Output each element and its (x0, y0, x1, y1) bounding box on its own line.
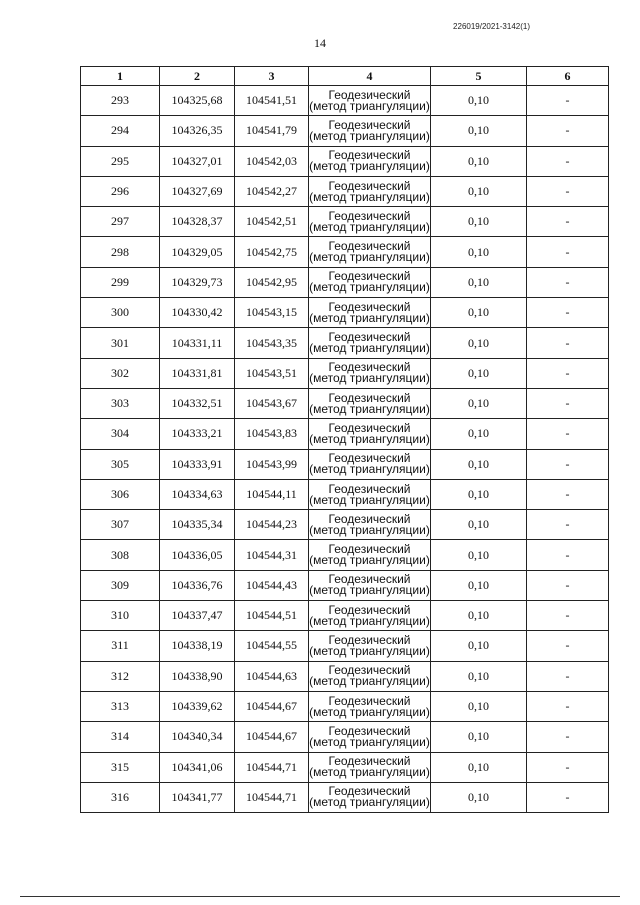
x-coordinate-cell: 104338,90 (160, 661, 235, 691)
point-number-cell: 315 (81, 752, 160, 782)
method-cell: Геодезический (метод триангуляции) (309, 661, 431, 691)
accuracy-cell: 0,10 (431, 116, 527, 146)
note-cell: - (527, 479, 609, 509)
note-cell: - (527, 449, 609, 479)
point-number-cell: 294 (81, 116, 160, 146)
point-number-cell: 312 (81, 661, 160, 691)
method-cell: Геодезический (метод триангуляции) (309, 479, 431, 509)
note-cell: - (527, 86, 609, 116)
table-row (81, 207, 609, 237)
accuracy-cell: 0,10 (431, 752, 527, 782)
point-number-cell: 301 (81, 328, 160, 358)
method-cell: Геодезический (метод триангуляции) (309, 267, 431, 297)
x-coordinate-cell: 104327,01 (160, 146, 235, 176)
y-coordinate-cell: 104543,51 (235, 358, 309, 388)
table-row (81, 116, 609, 146)
method-cell: Геодезический (метод триангуляции) (309, 176, 431, 206)
accuracy-cell: 0,10 (431, 176, 527, 206)
point-number-cell: 299 (81, 267, 160, 297)
method-cell: Геодезический (метод триангуляции) (309, 570, 431, 600)
point-number-cell: 295 (81, 146, 160, 176)
table-row (81, 267, 609, 297)
table-row (81, 510, 609, 540)
note-cell: - (527, 237, 609, 267)
method-cell: Геодезический (метод триангуляции) (309, 449, 431, 479)
coordinates-table (80, 66, 609, 813)
x-coordinate-cell: 104326,35 (160, 116, 235, 146)
method-cell: Геодезический (метод триангуляции) (309, 146, 431, 176)
y-coordinate-cell: 104543,67 (235, 388, 309, 418)
note-cell: - (527, 661, 609, 691)
method-cell: Геодезический (метод триангуляции) (309, 328, 431, 358)
x-coordinate-cell: 104332,51 (160, 388, 235, 418)
accuracy-cell: 0,10 (431, 510, 527, 540)
method-cell: Геодезический (метод триангуляции) (309, 510, 431, 540)
point-number-cell: 308 (81, 540, 160, 570)
accuracy-cell: 0,10 (431, 449, 527, 479)
x-coordinate-cell: 104333,91 (160, 449, 235, 479)
x-coordinate-cell: 104331,81 (160, 358, 235, 388)
note-cell: - (527, 540, 609, 570)
y-coordinate-cell: 104543,15 (235, 298, 309, 328)
y-coordinate-cell: 104544,31 (235, 540, 309, 570)
note-cell: - (527, 358, 609, 388)
accuracy-cell: 0,10 (431, 207, 527, 237)
x-coordinate-cell: 104325,68 (160, 86, 235, 116)
y-coordinate-cell: 104544,51 (235, 601, 309, 631)
x-coordinate-cell: 104337,47 (160, 601, 235, 631)
method-cell: Геодезический (метод триангуляции) (309, 358, 431, 388)
x-coordinate-cell: 104327,69 (160, 176, 235, 206)
accuracy-cell: 0,10 (431, 358, 527, 388)
accuracy-cell: 0,10 (431, 631, 527, 661)
point-number-cell: 297 (81, 207, 160, 237)
note-cell: - (527, 722, 609, 752)
y-coordinate-cell: 104544,55 (235, 631, 309, 661)
method-cell: Геодезический (метод триангуляции) (309, 207, 431, 237)
table-row (81, 661, 609, 691)
table-row (81, 691, 609, 721)
method-cell: Геодезический (метод триангуляции) (309, 298, 431, 328)
accuracy-cell: 0,10 (431, 691, 527, 721)
method-cell: Геодезический (метод триангуляции) (309, 782, 431, 812)
table-row (81, 449, 609, 479)
accuracy-cell: 0,10 (431, 479, 527, 509)
x-coordinate-cell: 104339,62 (160, 691, 235, 721)
note-cell: - (527, 782, 609, 812)
y-coordinate-cell: 104542,51 (235, 207, 309, 237)
note-cell: - (527, 388, 609, 418)
table-row (81, 782, 609, 812)
table-row (81, 146, 609, 176)
y-coordinate-cell: 104542,03 (235, 146, 309, 176)
note-cell: - (527, 752, 609, 782)
method-cell: Геодезический (метод триангуляции) (309, 540, 431, 570)
table-row (81, 298, 609, 328)
column-header: 5 (431, 67, 527, 86)
table-row (81, 601, 609, 631)
x-coordinate-cell: 104335,34 (160, 510, 235, 540)
accuracy-cell: 0,10 (431, 661, 527, 691)
method-cell: Геодезический (метод триангуляции) (309, 116, 431, 146)
table-header-row (81, 67, 609, 86)
note-cell: - (527, 419, 609, 449)
y-coordinate-cell: 104544,11 (235, 479, 309, 509)
bottom-rule (20, 896, 620, 897)
column-header: 3 (235, 67, 309, 86)
method-cell: Геодезический (метод триангуляции) (309, 86, 431, 116)
point-number-cell: 311 (81, 631, 160, 661)
accuracy-cell: 0,10 (431, 419, 527, 449)
y-coordinate-cell: 104541,79 (235, 116, 309, 146)
method-cell: Геодезический (метод триангуляции) (309, 237, 431, 267)
method-cell: Геодезический (метод триангуляции) (309, 752, 431, 782)
table-row (81, 176, 609, 206)
point-number-cell: 310 (81, 601, 160, 631)
y-coordinate-cell: 104544,67 (235, 691, 309, 721)
table-row (81, 570, 609, 600)
y-coordinate-cell: 104544,23 (235, 510, 309, 540)
table-row (81, 540, 609, 570)
document-id: 226019/2021-3142(1) (453, 22, 530, 31)
table-row (81, 631, 609, 661)
accuracy-cell: 0,10 (431, 146, 527, 176)
accuracy-cell: 0,10 (431, 388, 527, 418)
column-header: 1 (81, 67, 160, 86)
method-cell: Геодезический (метод триангуляции) (309, 388, 431, 418)
accuracy-cell: 0,10 (431, 237, 527, 267)
table-row (81, 479, 609, 509)
table-row (81, 752, 609, 782)
method-cell: Геодезический (метод триангуляции) (309, 691, 431, 721)
note-cell: - (527, 298, 609, 328)
method-cell: Геодезический (метод триангуляции) (309, 631, 431, 661)
accuracy-cell: 0,10 (431, 601, 527, 631)
y-coordinate-cell: 104544,43 (235, 570, 309, 600)
point-number-cell: 302 (81, 358, 160, 388)
x-coordinate-cell: 104331,11 (160, 328, 235, 358)
y-coordinate-cell: 104542,27 (235, 176, 309, 206)
x-coordinate-cell: 104341,77 (160, 782, 235, 812)
note-cell: - (527, 146, 609, 176)
point-number-cell: 296 (81, 176, 160, 206)
table-row (81, 388, 609, 418)
point-number-cell: 306 (81, 479, 160, 509)
table-row (81, 237, 609, 267)
point-number-cell: 305 (81, 449, 160, 479)
note-cell: - (527, 116, 609, 146)
accuracy-cell: 0,10 (431, 782, 527, 812)
point-number-cell: 309 (81, 570, 160, 600)
note-cell: - (527, 510, 609, 540)
y-coordinate-cell: 104541,51 (235, 86, 309, 116)
column-header: 6 (527, 67, 609, 86)
y-coordinate-cell: 104544,71 (235, 782, 309, 812)
y-coordinate-cell: 104544,67 (235, 722, 309, 752)
note-cell: - (527, 176, 609, 206)
y-coordinate-cell: 104544,63 (235, 661, 309, 691)
y-coordinate-cell: 104544,71 (235, 752, 309, 782)
note-cell: - (527, 631, 609, 661)
point-number-cell: 314 (81, 722, 160, 752)
x-coordinate-cell: 104334,63 (160, 479, 235, 509)
point-number-cell: 313 (81, 691, 160, 721)
table-row (81, 328, 609, 358)
x-coordinate-cell: 104338,19 (160, 631, 235, 661)
method-cell: Геодезический (метод триангуляции) (309, 419, 431, 449)
x-coordinate-cell: 104330,42 (160, 298, 235, 328)
method-cell: Геодезический (метод триангуляции) (309, 601, 431, 631)
point-number-cell: 307 (81, 510, 160, 540)
y-coordinate-cell: 104543,83 (235, 419, 309, 449)
y-coordinate-cell: 104543,99 (235, 449, 309, 479)
x-coordinate-cell: 104329,05 (160, 237, 235, 267)
accuracy-cell: 0,10 (431, 540, 527, 570)
method-cell: Геодезический (метод триангуляции) (309, 722, 431, 752)
accuracy-cell: 0,10 (431, 328, 527, 358)
note-cell: - (527, 601, 609, 631)
point-number-cell: 304 (81, 419, 160, 449)
x-coordinate-cell: 104336,05 (160, 540, 235, 570)
note-cell: - (527, 207, 609, 237)
x-coordinate-cell: 104340,34 (160, 722, 235, 752)
accuracy-cell: 0,10 (431, 298, 527, 328)
accuracy-cell: 0,10 (431, 722, 527, 752)
accuracy-cell: 0,10 (431, 86, 527, 116)
table-row (81, 722, 609, 752)
point-number-cell: 303 (81, 388, 160, 418)
table-row (81, 419, 609, 449)
note-cell: - (527, 691, 609, 721)
x-coordinate-cell: 104336,76 (160, 570, 235, 600)
x-coordinate-cell: 104341,06 (160, 752, 235, 782)
note-cell: - (527, 267, 609, 297)
page-number: 14 (314, 36, 326, 50)
point-number-cell: 316 (81, 782, 160, 812)
point-number-cell: 293 (81, 86, 160, 116)
x-coordinate-cell: 104333,21 (160, 419, 235, 449)
note-cell: - (527, 328, 609, 358)
point-number-cell: 300 (81, 298, 160, 328)
accuracy-cell: 0,10 (431, 267, 527, 297)
column-header: 2 (160, 67, 235, 86)
x-coordinate-cell: 104328,37 (160, 207, 235, 237)
y-coordinate-cell: 104542,95 (235, 267, 309, 297)
accuracy-cell: 0,10 (431, 570, 527, 600)
table-row (81, 86, 609, 116)
column-header: 4 (309, 67, 431, 86)
point-number-cell: 298 (81, 237, 160, 267)
y-coordinate-cell: 104543,35 (235, 328, 309, 358)
table-row (81, 358, 609, 388)
x-coordinate-cell: 104329,73 (160, 267, 235, 297)
note-cell: - (527, 570, 609, 600)
y-coordinate-cell: 104542,75 (235, 237, 309, 267)
